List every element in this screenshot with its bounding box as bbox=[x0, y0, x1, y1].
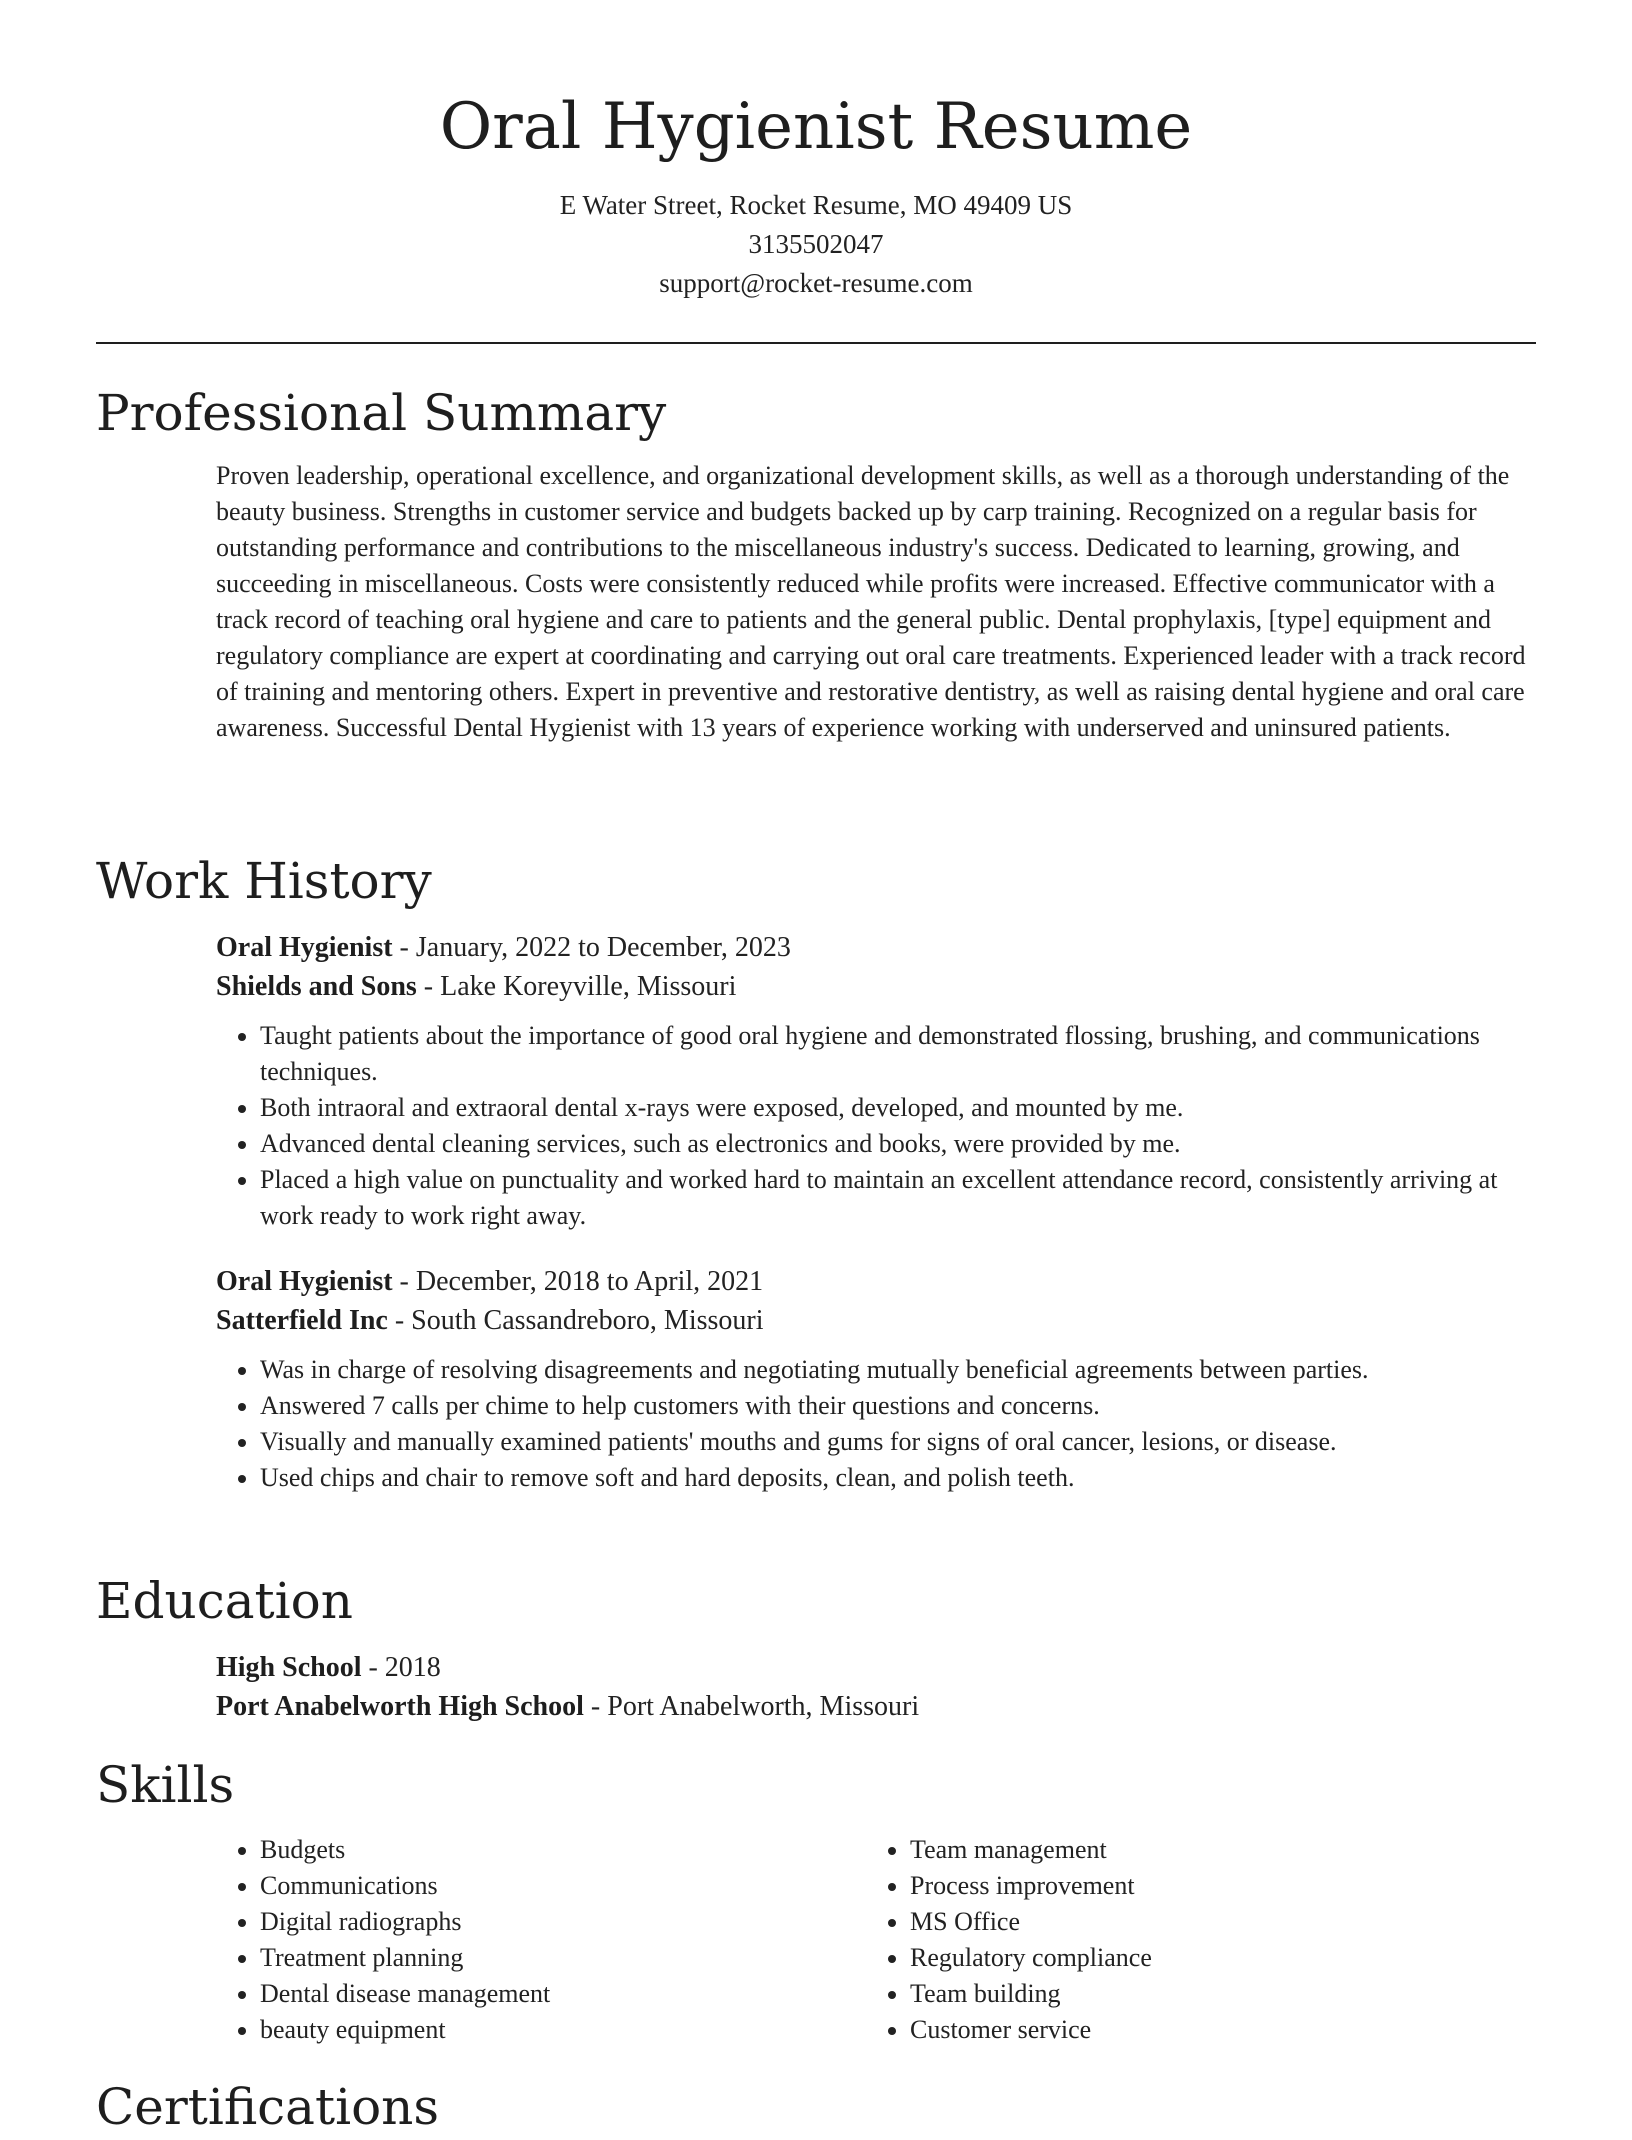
skills-columns bbox=[216, 1832, 1536, 2048]
job-title-line bbox=[216, 1262, 1536, 1301]
list-item: • Answered 7 calls per chime to help customers with their questions and concerns. bbox=[260, 1388, 1536, 1424]
list-item: • beauty equipment bbox=[260, 2012, 866, 2048]
address: E Water Street, Rocket Resume, MO 49409 US bbox=[559, 190, 1073, 220]
contact-block bbox=[96, 186, 1536, 303]
header-divider bbox=[96, 342, 1536, 344]
list-item: • Customer service bbox=[910, 2012, 1516, 2048]
job-location: - Lake Koreyville, Missouri bbox=[416, 971, 737, 1002]
job-dates: - December, 2018 to April, 2021 bbox=[392, 1266, 764, 1297]
job-company: Satterfield Inc bbox=[216, 1305, 388, 1336]
job-dates: - January, 2022 to December, 2023 bbox=[392, 932, 791, 963]
list-item: • Both intraoral and extraoral dental x-rays were exposed, developed, and mounted by me. bbox=[260, 1090, 1536, 1126]
job-location: - South Cassandreboro, Missouri bbox=[387, 1305, 764, 1336]
skills-heading: Skills bbox=[96, 1756, 235, 1814]
list-item: • Regulatory compliance bbox=[910, 1940, 1516, 1976]
summary-heading: Professional Summary bbox=[96, 384, 667, 442]
job-title: Oral Hygienist bbox=[216, 1266, 393, 1297]
job-bullets bbox=[216, 1018, 1536, 1234]
list-item: • Placed a high value on punctuality and worked hard to maintain an excellent attendance record, consistently arriving at work ready to work right away. bbox=[260, 1162, 1536, 1234]
job-bullets bbox=[216, 1352, 1536, 1496]
list-item: • Budgets bbox=[260, 1832, 866, 1868]
list-item: • Treatment planning bbox=[260, 1940, 866, 1976]
education-school-line bbox=[216, 1687, 1536, 1726]
education-degree: High School bbox=[216, 1652, 362, 1683]
list-item: • Communications bbox=[260, 1868, 866, 1904]
list-item: • MS Office bbox=[910, 1904, 1516, 1940]
certifications-heading: Certifications bbox=[96, 2078, 440, 2136]
job-list bbox=[216, 928, 1536, 1496]
education-year: - 2018 bbox=[361, 1652, 441, 1683]
skills-section bbox=[96, 1752, 1536, 2048]
job-company: Shields and Sons bbox=[216, 971, 417, 1002]
summary-section bbox=[96, 380, 1536, 746]
page-title: Oral Hygienist Resume bbox=[439, 90, 1193, 164]
list-item: • Digital radiographs bbox=[260, 1904, 866, 1940]
work-history-section bbox=[96, 848, 1536, 1520]
job-title-line bbox=[216, 928, 1536, 967]
job-company-line bbox=[216, 967, 1536, 1006]
summary-body bbox=[216, 458, 1536, 746]
summary-text: Proven leadership, operational excellence, and organizational development skills, as well as a thorough understanding of the beauty business. Strengths in customer service and budgets backed up by carp training. Recognized on a regular basis for outstanding performance and contributions to the miscellaneous industry's success. Dedicated to learning, growing, and succeeding in miscellaneous. Costs were consistently reduced while profits were increased. Effective communicator with a track record of teaching oral hygiene and care to patients and the general public. Dental prophylaxis, [type] equipment and regulatory compliance are expert at coordinating and carrying out oral care treatments. Experienced leader with a track record of training and mentoring others. Expert in preventive and restorative dentistry, as well as raising dental hygiene and oral care awareness. Successful Dental Hygienist with 13 years of experience working with underserved and uninsured patients. bbox=[216, 461, 1526, 742]
list-item: • Visually and manually examined patients' mouths and gums for signs of oral cancer, lesions, or disease. bbox=[260, 1424, 1536, 1460]
list-item: • Process improvement bbox=[910, 1868, 1516, 1904]
email: support@rocket-resume.com bbox=[659, 268, 973, 298]
job-entry bbox=[216, 1262, 1536, 1496]
list-item: • Taught patients about the importance of good oral hygiene and demonstrated flossing, brushing, and communications techniques. bbox=[260, 1018, 1536, 1090]
skills-list-right bbox=[866, 1832, 1516, 2048]
resume-header bbox=[96, 82, 1536, 303]
education-location: - Port Anabelworth, Missouri bbox=[583, 1691, 920, 1722]
job-entry bbox=[216, 928, 1536, 1234]
list-item: • Used chips and chair to remove soft and hard deposits, clean, and polish teeth. bbox=[260, 1460, 1536, 1496]
education-school: Port Anabelworth High School bbox=[216, 1691, 584, 1722]
certifications-section bbox=[96, 2074, 1536, 2140]
list-item: • Team management bbox=[910, 1832, 1516, 1868]
work-history-heading: Work History bbox=[96, 852, 432, 910]
job-title: Oral Hygienist bbox=[216, 932, 393, 963]
education-section bbox=[96, 1568, 1536, 1726]
list-item: • Advanced dental cleaning services, such as electronics and books, were provided by me. bbox=[260, 1126, 1536, 1162]
list-item: • Dental disease management bbox=[260, 1976, 866, 2012]
list-item: • Team building bbox=[910, 1976, 1516, 2012]
skills-list-left bbox=[216, 1832, 866, 2048]
education-heading: Education bbox=[96, 1572, 353, 1630]
phone: 3135502047 bbox=[748, 229, 884, 259]
list-item: • Was in charge of resolving disagreements and negotiating mutually beneficial agreements between parties. bbox=[260, 1352, 1536, 1388]
job-company-line bbox=[216, 1301, 1536, 1340]
education-entry bbox=[216, 1648, 1536, 1726]
education-degree-line bbox=[216, 1648, 1536, 1687]
